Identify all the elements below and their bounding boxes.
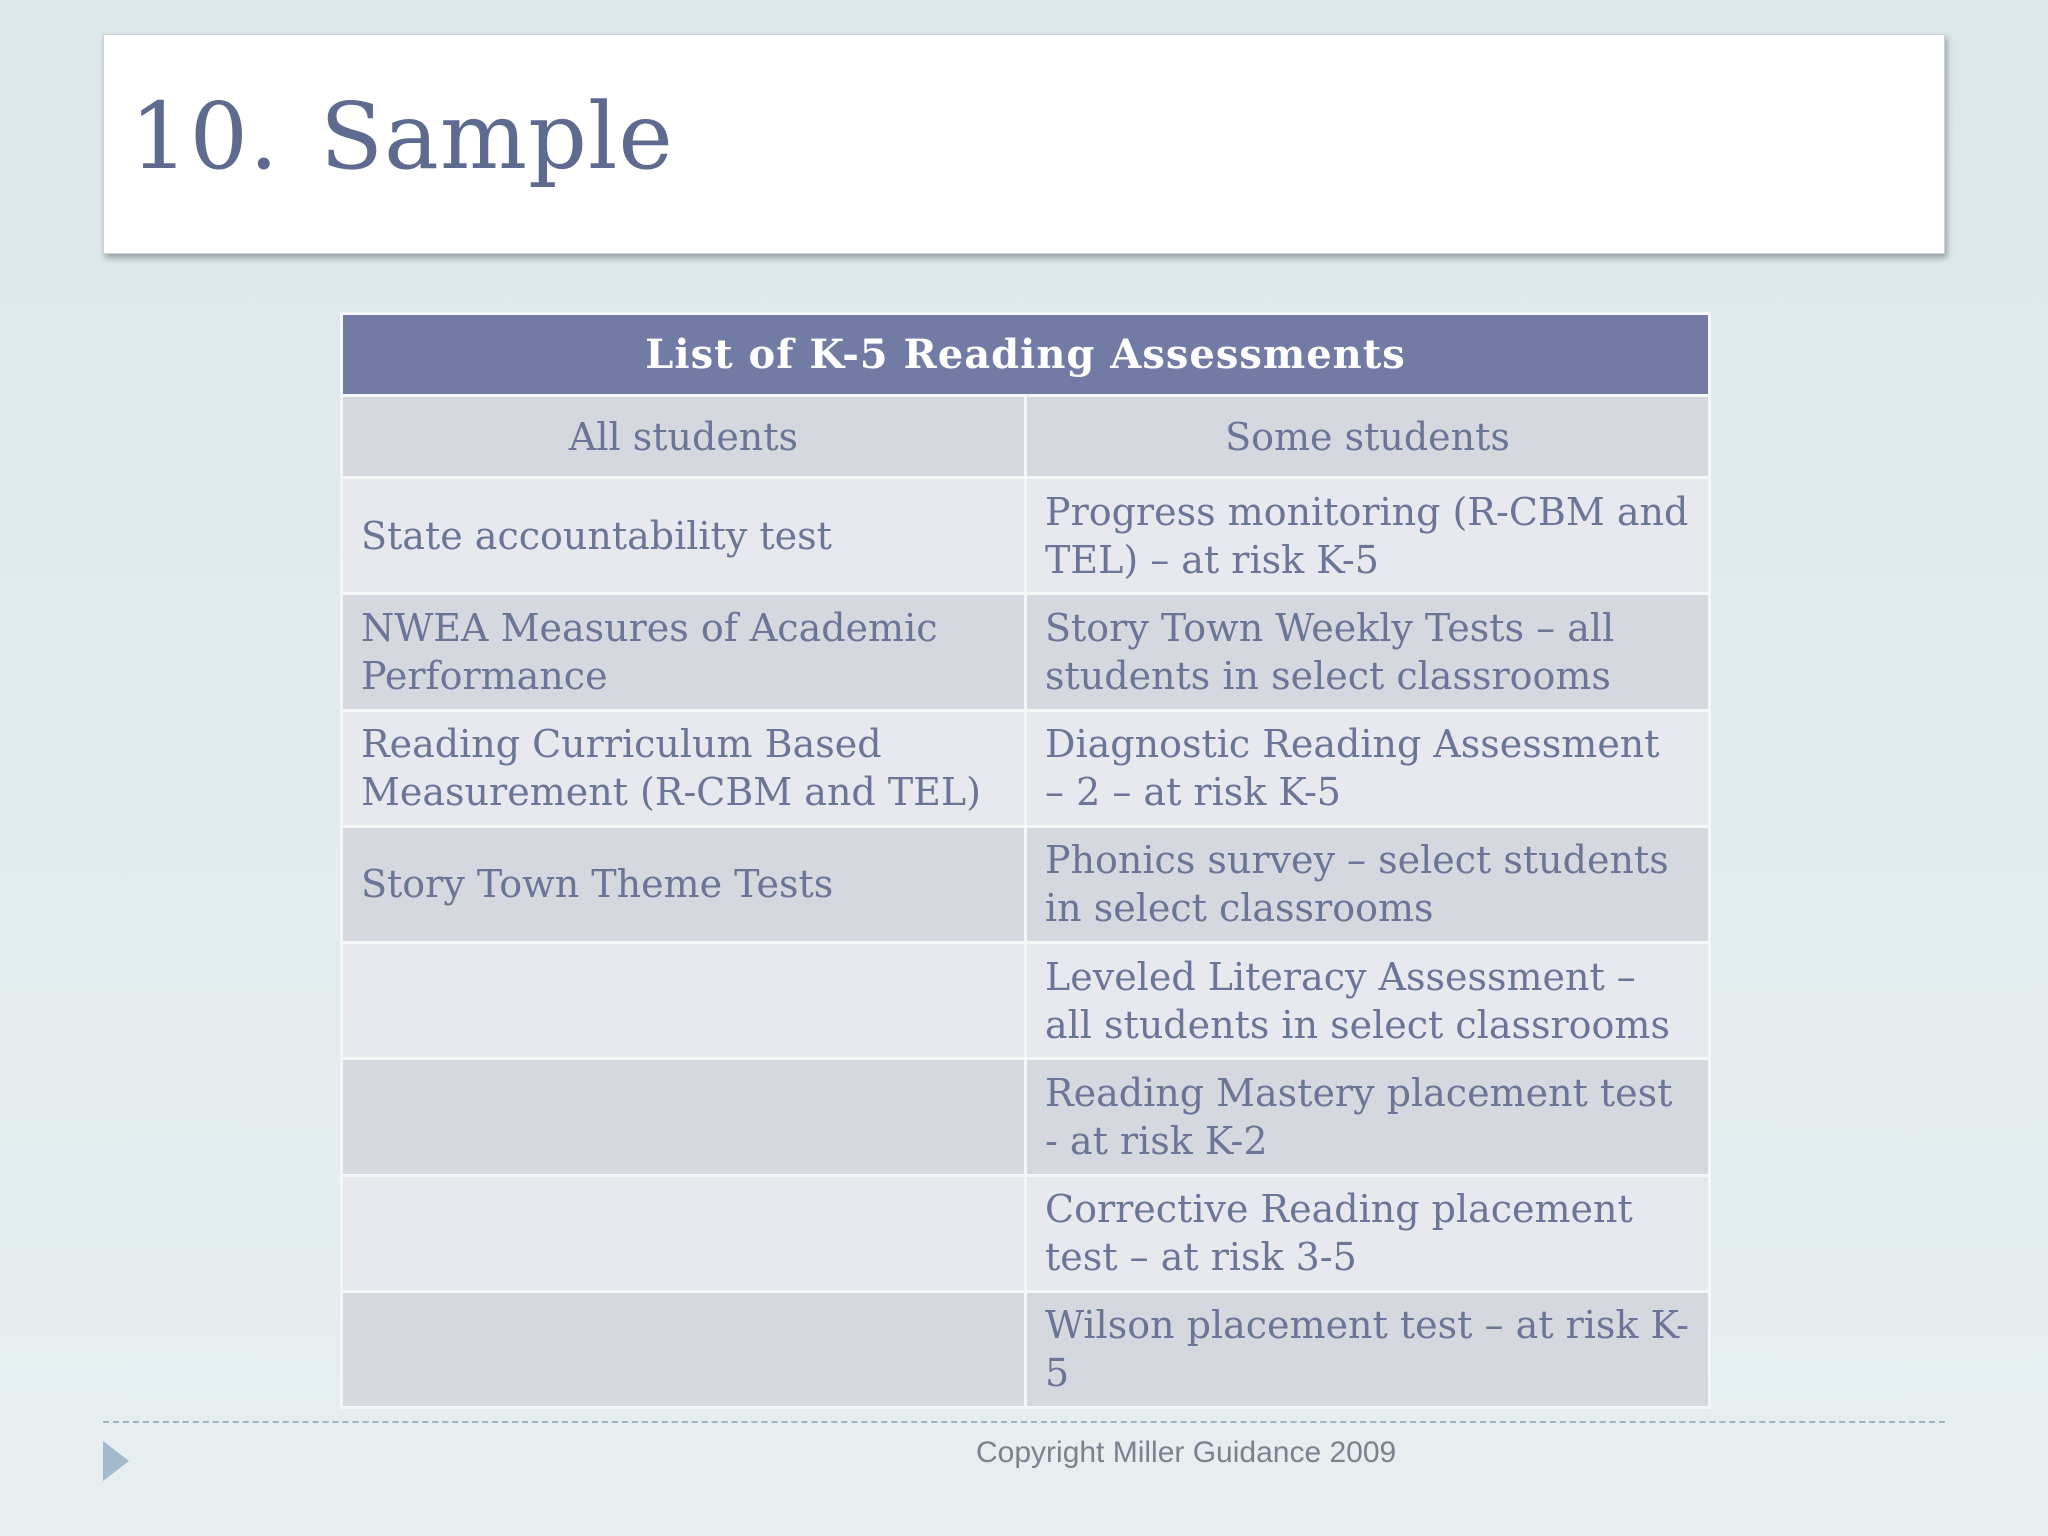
table-cell: Reading Curriculum Based Measurement (R-CBM and TEL) — [342, 710, 1026, 826]
table-row — [342, 1291, 1710, 1407]
table-row — [342, 594, 1710, 710]
copyright-text: Copyright Miller Guidance 2009 — [976, 1436, 1397, 1469]
table-row — [342, 478, 1710, 594]
table-row — [342, 1175, 1710, 1291]
table-cell-empty — [342, 1291, 1026, 1407]
slide-number: 10. — [130, 83, 280, 190]
table-row — [342, 826, 1710, 942]
table-cell: Phonics survey – select students in select classrooms — [1026, 826, 1710, 942]
table-row — [342, 943, 1710, 1059]
title-box — [103, 34, 1945, 254]
column-header-all-students: All students — [342, 396, 1026, 478]
table-cell: Reading Mastery placement test - at risk K-2 — [1026, 1059, 1710, 1175]
table-cell: Leveled Literacy Assessment – all students in select classrooms — [1026, 943, 1710, 1059]
slide-title — [130, 83, 674, 190]
table-cell: Progress monitoring (R-CBM and TEL) – at risk K-5 — [1026, 478, 1710, 594]
table-cell-empty — [342, 1175, 1026, 1291]
assessments-table — [340, 312, 1711, 1409]
table-cell: Wilson placement test – at risk K-5 — [1026, 1291, 1710, 1407]
footer-divider — [103, 1421, 1945, 1423]
slide-title-text: Sample — [320, 83, 674, 190]
table-cell: Diagnostic Reading Assessment – 2 – at risk K-5 — [1026, 710, 1710, 826]
table-row — [342, 1059, 1710, 1175]
triangle-right-icon — [103, 1441, 129, 1481]
table-cell: Story Town Theme Tests — [342, 826, 1026, 942]
table-cell: Story Town Weekly Tests – all students in select classrooms — [1026, 594, 1710, 710]
column-header-some-students: Some students — [1026, 396, 1710, 478]
table-cell-empty — [342, 943, 1026, 1059]
table-cell: NWEA Measures of Academic Performance — [342, 594, 1026, 710]
table-cell: State accountability test — [342, 478, 1026, 594]
table-cell-empty — [342, 1059, 1026, 1175]
table-title: List of K-5 Reading Assessments — [342, 314, 1710, 396]
table-row — [342, 710, 1710, 826]
table-cell: Corrective Reading placement test – at risk 3-5 — [1026, 1175, 1710, 1291]
